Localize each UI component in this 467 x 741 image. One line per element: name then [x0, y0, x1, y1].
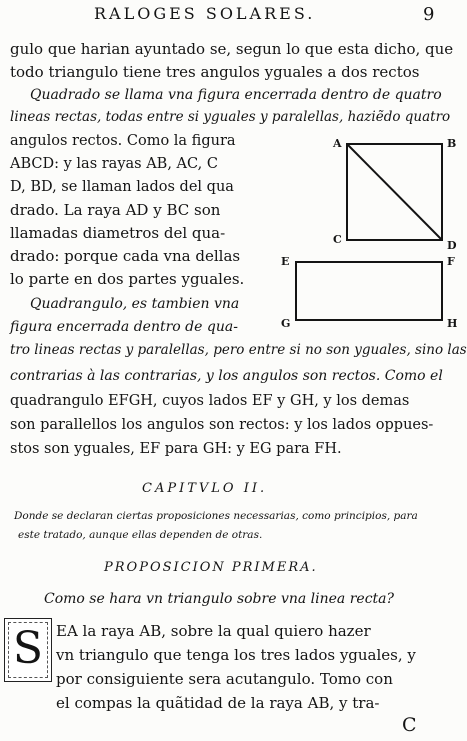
text-line: Quadrado se llama vna figura encerrada dentro de quatro	[30, 87, 442, 103]
text-line: Quadrangulo, es tambien vna	[30, 296, 240, 312]
figure-label-f: F	[447, 255, 455, 268]
text-line: EA la raya AB, sobre la qual quiero hazer	[56, 622, 371, 640]
text-line: son parallellos los angulos son rectos: y los lados oppues-	[10, 417, 434, 433]
figure-label-h: H	[447, 317, 458, 330]
text-line: drado. La raya AD y BC son	[10, 201, 221, 219]
figure-label-e: E	[281, 255, 290, 268]
text-line: drado: porque cada vna dellas	[10, 247, 241, 265]
page-number: 9	[423, 4, 435, 25]
text-line: angulos rectos. Como la figura	[10, 133, 236, 149]
text-line: vn triangulo que tenga los tres lados yguales, y	[56, 646, 416, 664]
proposition-question: Como se hara vn triangulo sobre vna linea recta?	[44, 591, 395, 607]
figure-label-c: C	[333, 233, 342, 246]
text-line: figura encerrada dentro de qua-	[10, 319, 238, 335]
figure-label-d: D	[447, 239, 457, 252]
text-line: tro lineas rectas y paralellas, pero entre si no son yguales, sino las	[10, 342, 467, 358]
figure-label-a: A	[333, 137, 342, 150]
proposition-heading: PROPOSICION PRIMERA.	[104, 560, 318, 575]
text-line: llamadas diametros del qua-	[10, 224, 226, 242]
chapter-heading: CAPITVLO II.	[142, 481, 268, 496]
text-line: lineas rectas, todas entre si yguales y paralellas, haziẽdo quatro	[10, 109, 451, 125]
drop-cap-letter: S	[12, 623, 44, 674]
text-line: gulo que harian ayuntado se, segun lo que esta dicho, que	[10, 40, 454, 58]
figure-label-b: B	[447, 137, 457, 150]
text-line: lo parte en dos partes yguales.	[10, 270, 245, 288]
text-line: contrarias à las contrarias, y los angulos son rectos. Como el	[10, 368, 443, 384]
text-line: todo triangulo tiene tres angulos yguales a dos rectos	[10, 63, 420, 81]
chapter-summary: este tratado, aunque ellas dependen de otras.	[18, 529, 263, 541]
text-line: por consiguiente sera acutangulo. Tomo con	[56, 670, 393, 688]
text-line: el compas la quãtidad de la raya AB, y tra-	[56, 694, 380, 712]
catchword: C	[402, 714, 417, 736]
running-title: RALOGES SOLARES.	[94, 4, 316, 23]
text-line: stos son yguales, EF para GH: y EG para FH.	[10, 441, 342, 457]
figure-label-g: G	[281, 317, 291, 330]
chapter-summary: Donde se declaran ciertas proposiciones necessarias, como principios, para	[14, 510, 418, 522]
text-line: D, BD, se llaman lados del qua	[10, 179, 234, 195]
text-line: quadrangulo EFGH, cuyos lados EF y GH, y los demas	[10, 393, 410, 409]
text-line: ABCD: y las rayas AB, AC, C	[10, 156, 218, 172]
diagonal-ad	[347, 144, 442, 240]
rectangle-efgh	[296, 262, 442, 320]
